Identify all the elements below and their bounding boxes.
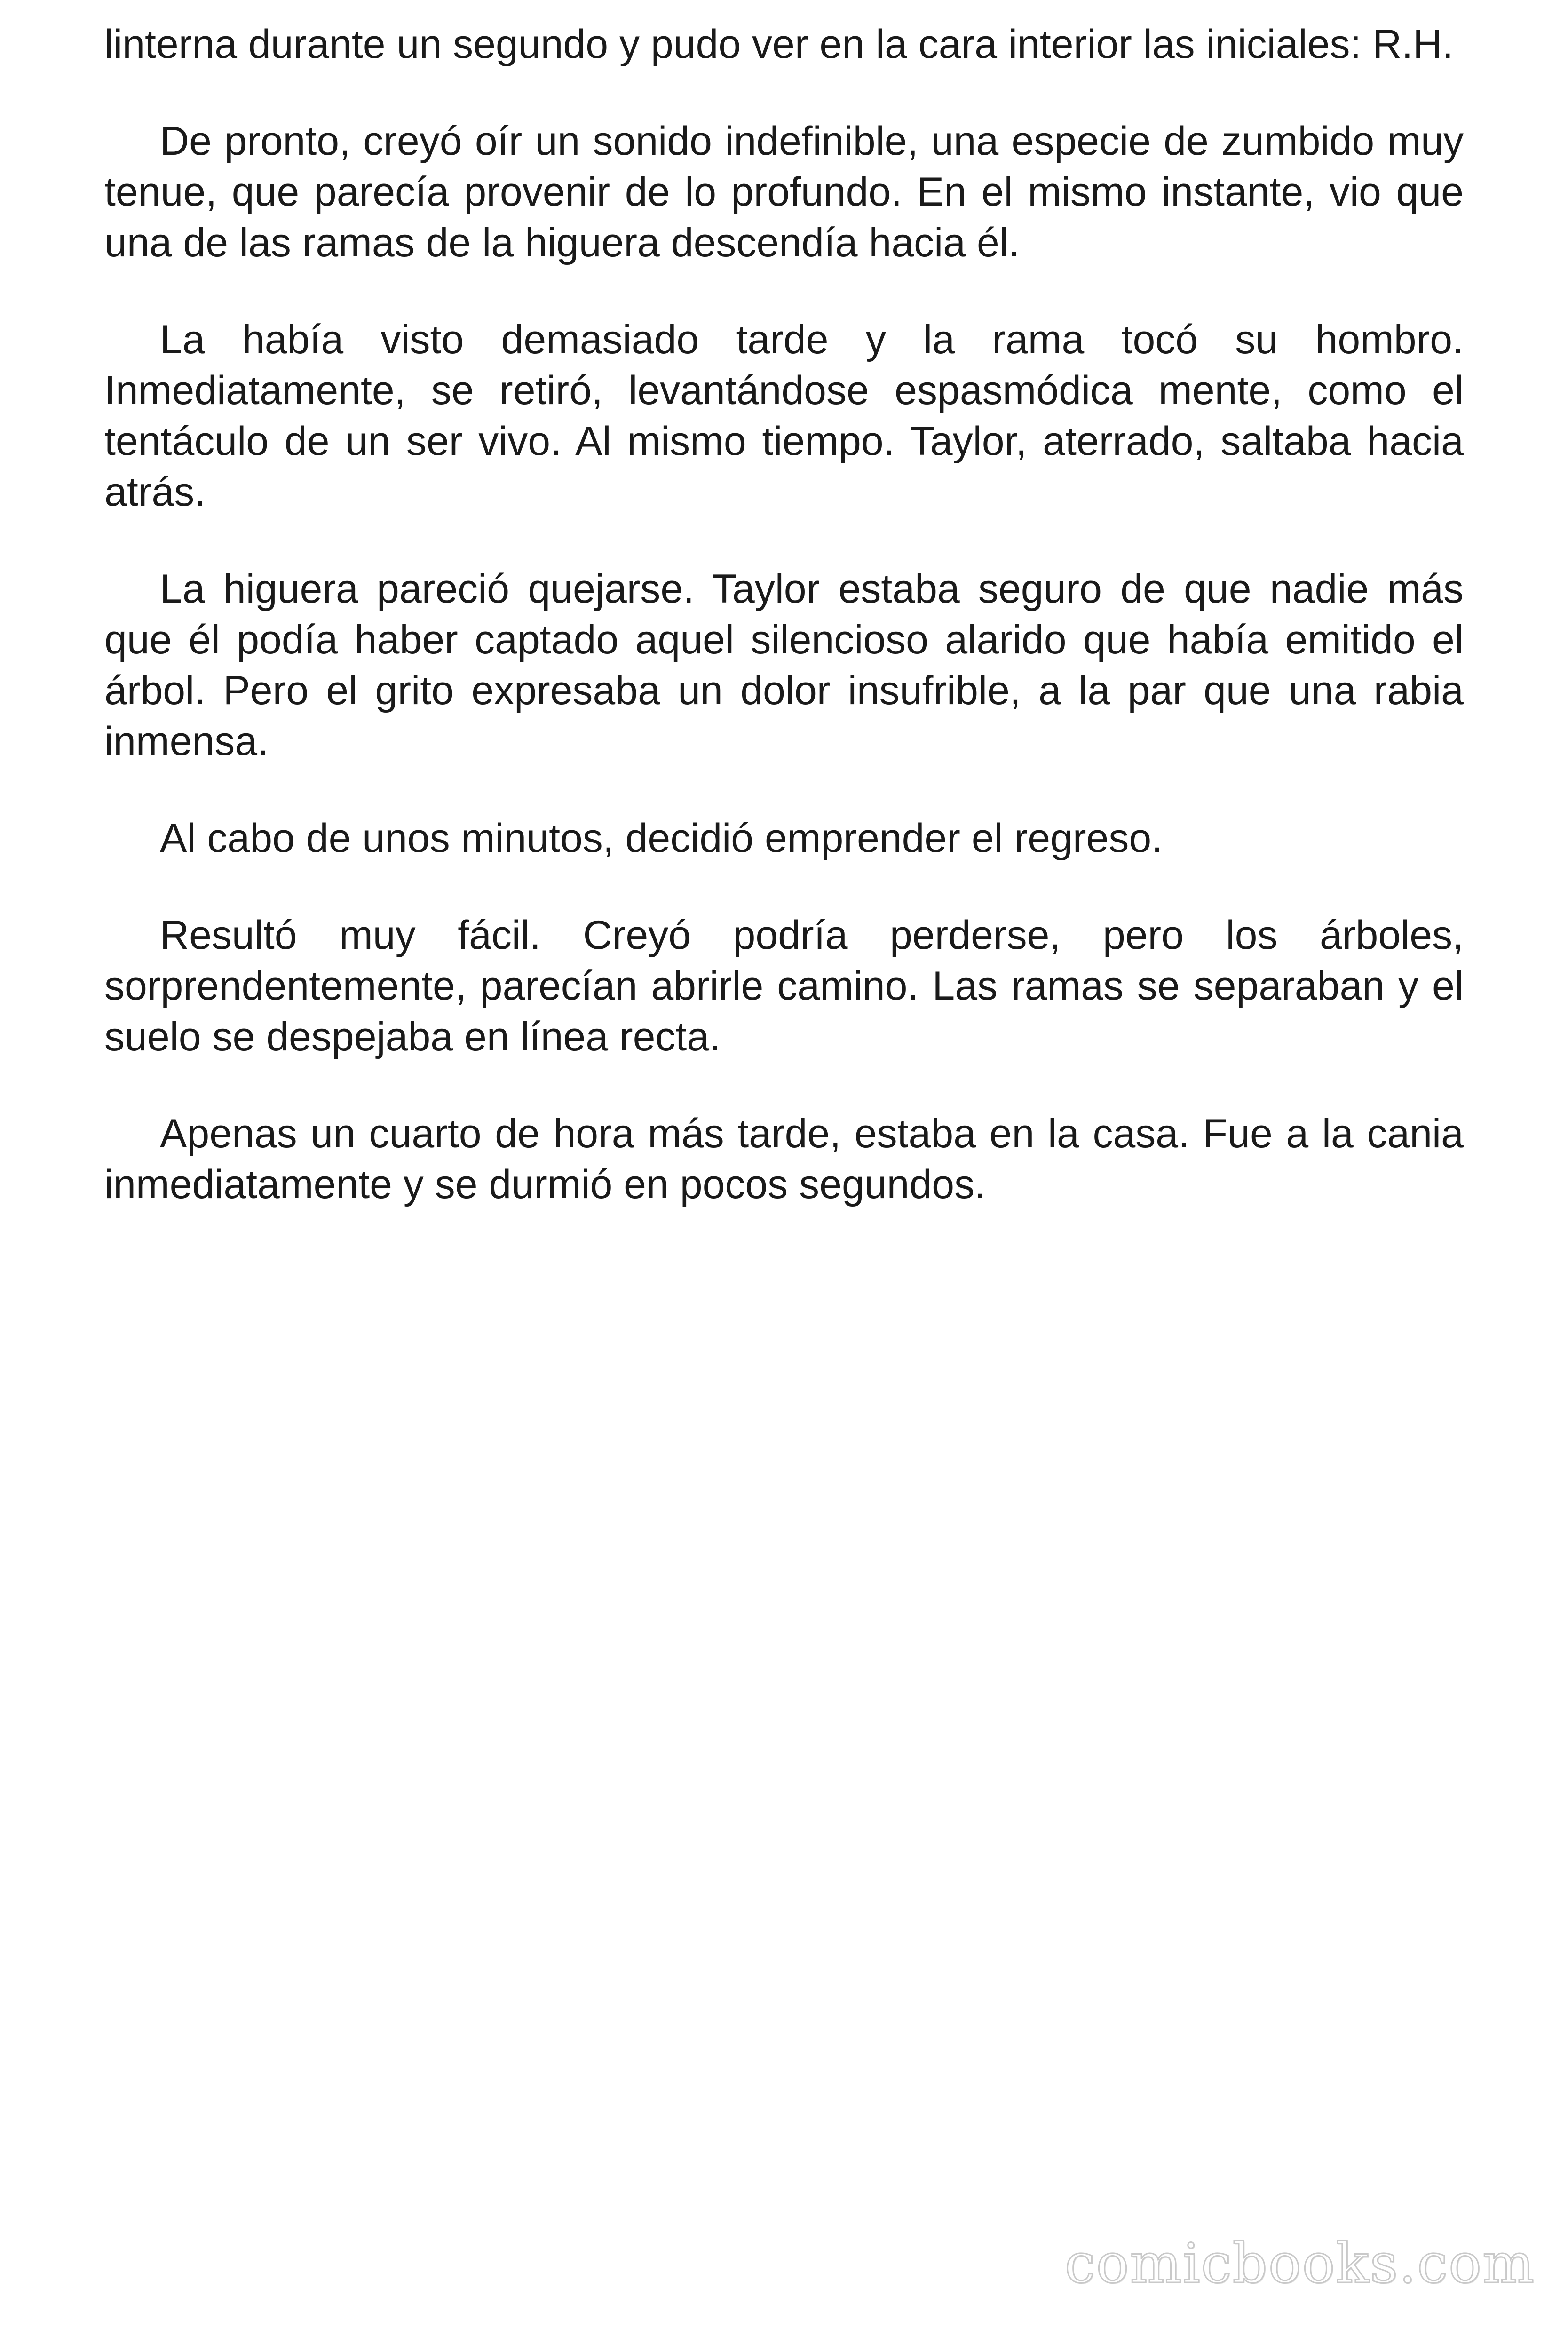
- paragraph-4: La higuera pareció quejarse. Taylor estaba seguro de que nadie más que él podía haber captado aquel silencioso alarido que había emitido el árbol. Pero el grito expresaba un dolor insufrible, a la par que una rabia inmensa.: [104, 566, 1464, 764]
- watermark: comicbooks.com: [1064, 2232, 1535, 2296]
- paragraph-1: linterna durante un segundo y pudo ver en la cara interior las iniciales: R.H.: [104, 22, 1454, 67]
- paragraph-5: Al cabo de unos minutos, decidió emprender el regreso.: [160, 816, 1163, 861]
- document-page: [104, 19, 1464, 1256]
- paragraph-3: La había visto demasiado tarde y la rama tocó su hombro. Inmediatamente, se retiró, levantándose espasmódica mente, como el tentáculo de un ser vivo. Al mismo tiempo. Taylor, aterrado, saltaba hacia atrás.: [104, 317, 1464, 515]
- paragraph-7: Apenas un cuarto de hora más tarde, estaba en la casa. Fue a la cania inmediatamente y se durmió en pocos segundos.: [104, 1111, 1464, 1207]
- paragraph-2: De pronto, creyó oír un sonido indefinible, una especie de zumbido muy tenue, que parecía provenir de lo profundo. En el mismo instante, vio que una de las ramas de la higuera descendía hacia él.: [104, 119, 1464, 265]
- paragraph-6: Resultó muy fácil. Creyó podría perderse, pero los árboles, sorprendentemente, parecían abrirle camino. Las ramas se separaban y el suelo se despejaba en línea recta.: [104, 913, 1464, 1059]
